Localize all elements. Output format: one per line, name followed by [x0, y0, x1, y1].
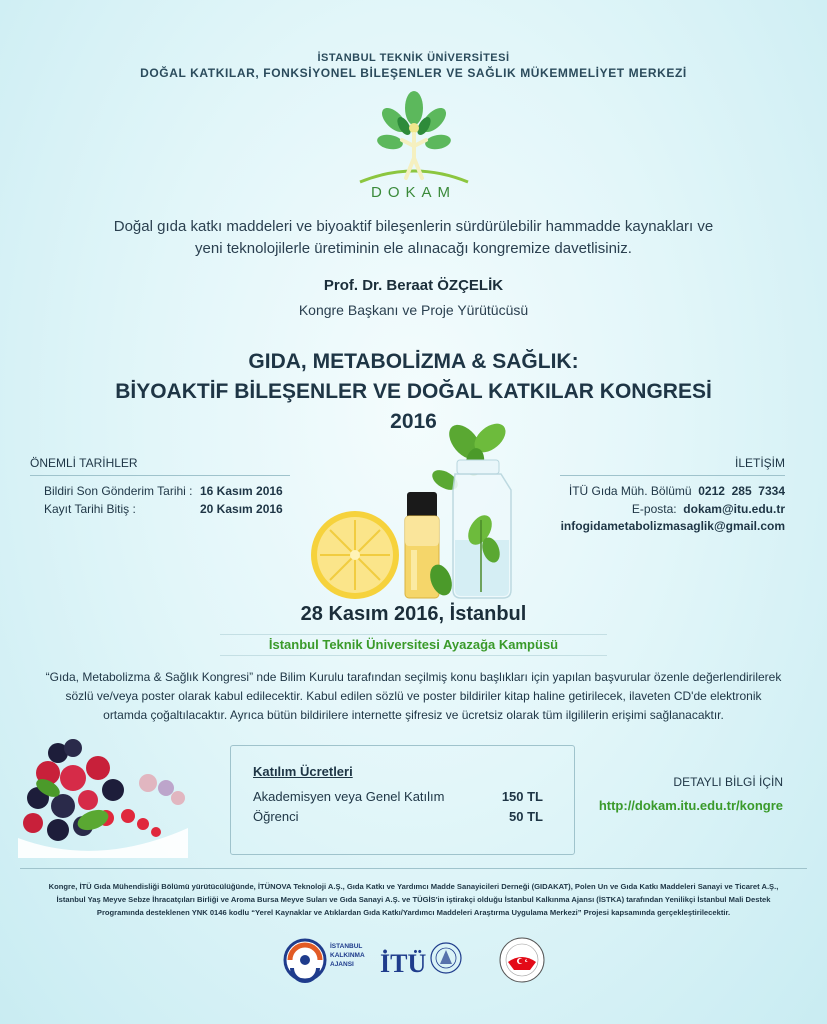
fee-label: Öğrenci [253, 809, 299, 824]
fee-label: Akademisyen veya Genel Katılım [253, 789, 445, 804]
contact-phone-row [520, 484, 785, 498]
berries-icon [23, 739, 161, 841]
dates-heading: ÖNEMLİ TARİHLER [30, 456, 290, 476]
fee-amount: 50 TL [509, 809, 543, 824]
event-date-place: 28 Kasım 2016, İstanbul [300, 603, 527, 625]
partner-logos [0, 930, 827, 1000]
svg-text:AJANSI: AJANSI [330, 961, 354, 968]
phone-label: İTÜ Gıda Müh. Bölümü [568, 484, 692, 498]
contact-email2-row [520, 519, 785, 533]
more-info-heading: DETAYLI BİLGİ İÇİN [673, 775, 783, 789]
fee-row [253, 807, 543, 827]
date-row [44, 502, 283, 516]
itu-logo-text: İTÜ [380, 949, 427, 978]
fees-title: Katılım Ücretleri [253, 764, 353, 779]
logo-text: DOKAM [370, 184, 456, 201]
date-value: 20 Kasım 2016 [200, 502, 283, 516]
svg-text:İSTANBUL: İSTANBUL [330, 943, 363, 950]
invitation-text: Doğal gıda katkı maddeleri ve biyoaktif bileşenlerin sürdürülebilir hammadde kaynakları ve yeni teknolojilerle üretiminin ele alınacağı kongremize davetlisiniz. [113, 218, 714, 257]
date-label: Kayıt Tarihi Bitiş : [44, 502, 136, 516]
food-additive-illustration [305, 420, 535, 605]
title-line-2: BİYOAKTİF BİLEŞENLER VE DOĞAL KATKILAR KONGRESİ [115, 380, 712, 403]
footer-divider [20, 868, 807, 869]
date-row [44, 484, 283, 498]
ministry-logo [500, 938, 544, 982]
campus-name: İstanbul Teknik Üniversitesi Ayazağa Kampüsü [220, 634, 607, 656]
more-info-link[interactable]: http://dokam.itu.edu.tr/kongre [598, 798, 783, 813]
fee-amount: 150 TL [501, 789, 543, 804]
email-link[interactable]: dokam@itu.edu.tr [683, 502, 785, 516]
email-label: E-posta: [631, 502, 677, 516]
svg-text:KALKINMA: KALKINMA [330, 952, 365, 959]
contact-email-row [520, 502, 785, 516]
istka-logo [285, 940, 365, 981]
center-name: DOĞAL KATKILAR, FONKSİYONEL BİLEŞENLER VE SAĞLIK MÜKEMMELİYET MERKEZİ [140, 66, 687, 80]
date-value: 16 Kasım 2016 [200, 484, 283, 498]
contact-heading: İLETİŞİM [560, 456, 785, 476]
fee-row [253, 787, 543, 807]
berries-image [18, 728, 193, 858]
fees-box [230, 745, 575, 855]
lemon-icon [311, 511, 399, 599]
title-line-1: GIDA, METABOLİZMA & SAĞLIK: [248, 350, 579, 373]
footer-text: Kongre, İTÜ Gıda Mühendisliği Bölümü yürütücülüğünde, İTÜNOVA Teknoloji A.Ş., Gıda Katkı ve Yardımcı Madde Sanayicileri Derneği (GIDAKAT), Polen Un ve Gıda Katkı Maddeleri Sanayi ve Ticaret A.Ş., İstanbul Yaş Meyve Sebze İhracatçıları Birliği ve Aroma Bursa Meyve Suları ve Gıda Sanayi A.Ş. ve TÜGİS'in iştirakçi olduğu İstanbul Kalkınma Ajansı (İSTKA) tarafından Yenilikçi İstanbul Mali Destek Programında desteklenen YNK 0146 kodlu “Yerel Kaynaklar ve Atıklardan Gıda Katkı/Yardımcı Maddeleri Araştırma Uygulama Merkezi” Projesi kapsamında gerçekleştirilecektir. [48, 882, 779, 917]
congress-description: “Gıda, Metabolizma & Sağlık Kongresi” nde Bilim Kurulu tarafından seçilmiş konu başlıkları için yapılan başvurular özenle değerlendirilerek sözlü ve/veya poster olarak kabul edilecektir. Kabul edilen sözlü ve poster bildiriler kitap haline getirilecek, ilaveten CD'de elektronik ortamda çoğaltılacaktır. Ayrıca bütün bildirilere internette şifresiz ve ücretsiz olarak tüm ilgililerin erişimi sağlanacaktır. [45, 670, 782, 722]
email2-link[interactable]: infogidametabolizmasaglik@gmail.com [560, 519, 785, 533]
itu-logo [380, 943, 461, 978]
president-role: Kongre Başkanı ve Proje Yürütücüsü [298, 302, 529, 318]
date-label: Bildiri Son Gönderim Tarihi : [44, 484, 193, 498]
university-name: İSTANBUL TEKNİK ÜNİVERSİTESİ [317, 52, 510, 64]
title-year: 2016 [390, 410, 437, 433]
glass-jar-icon [453, 460, 511, 598]
president-name: Prof. Dr. Beraat ÖZÇELİK [323, 277, 504, 294]
phone-number[interactable]: 0212 285 7334 [698, 484, 785, 498]
